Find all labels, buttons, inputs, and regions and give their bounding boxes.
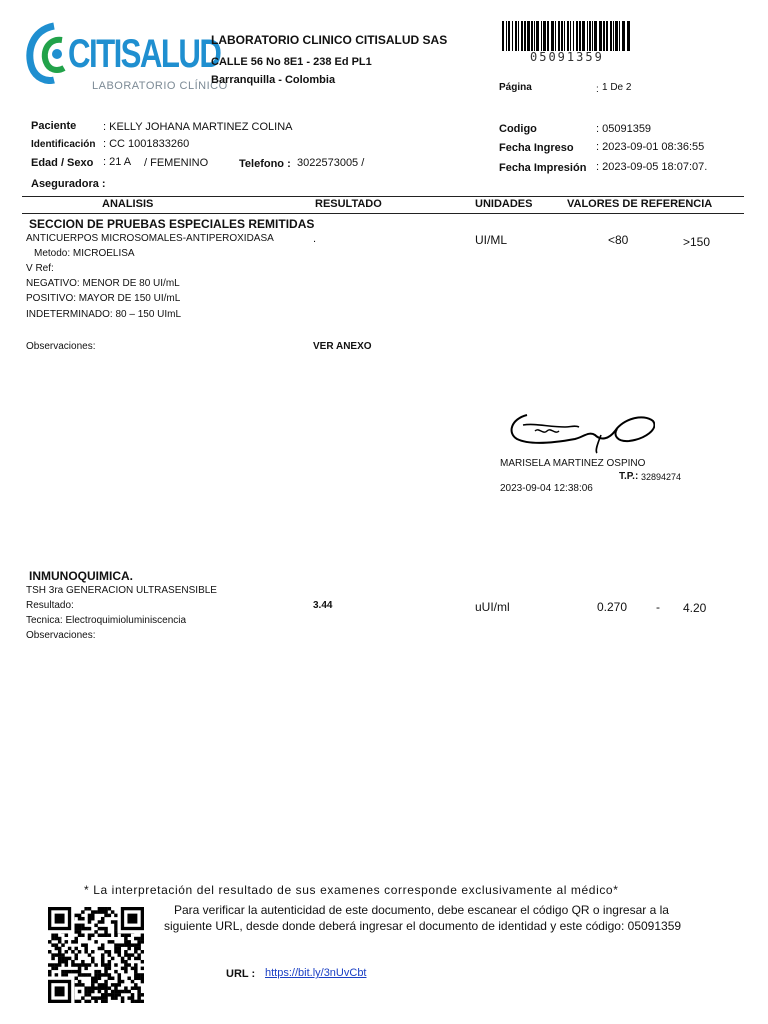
resultado-label-tsh: Resultado: xyxy=(26,600,74,611)
tecnica-line: Tecnica: Electroquimioluminiscencia xyxy=(26,615,187,626)
lab-address: CALLE 56 No 8E1 - 238 Ed PL1 xyxy=(211,56,372,68)
edad-sexo-label: Edad / Sexo xyxy=(31,157,94,169)
logo-wordmark: CITISALUD xyxy=(68,32,221,76)
column-analisis: ANALISIS xyxy=(102,198,154,210)
barcode-number: 05091359 xyxy=(530,50,604,64)
ref-high-antiperoxidasa: >150 xyxy=(683,235,711,249)
fecha-impresion-value: : 2023-09-05 18:07:07. xyxy=(596,161,708,173)
signer-name: MARISELA MARTINEZ OSPINO xyxy=(500,458,646,469)
sexo-value: / FEMENINO xyxy=(144,157,209,169)
test-name-tsh: TSH 3ra GENERACION ULTRASENSIBLE xyxy=(26,585,217,596)
verification-url-link[interactable]: https://bit.ly/3nUvCbt xyxy=(265,967,367,979)
page-label: Página xyxy=(499,82,532,93)
observaciones-label-1: Observaciones: xyxy=(26,341,96,352)
codigo-label: Codigo xyxy=(499,123,537,135)
ref-high-tsh: 4.20 xyxy=(683,601,707,615)
section-title-inmunoquimica: INMUNOQUIMICA. xyxy=(29,569,133,583)
ref-sep-tsh: - xyxy=(656,600,660,614)
signature-image xyxy=(505,405,655,455)
edad-value: : 21 A xyxy=(103,156,132,168)
logo-subtitle: LABORATORIO CLÍNICO xyxy=(92,80,228,92)
section-title-especiales: SECCION DE PRUEBAS ESPECIALES REMITIDAS xyxy=(29,217,315,231)
url-label: URL : xyxy=(226,968,256,980)
signature-datetime: 2023-09-04 12:38:06 xyxy=(500,483,593,494)
ref-low-tsh: 0.270 xyxy=(597,600,628,614)
logo-mark-icon xyxy=(24,22,74,84)
negativo-line: NEGATIVO: MENOR DE 80 UI/mL xyxy=(26,278,180,289)
metodo-line: Metodo: MICROELISA xyxy=(34,248,135,259)
identificacion-value: : CC 1001833260 xyxy=(103,138,190,150)
fecha-impresion-label: Fecha Impresión xyxy=(499,162,587,174)
disclaimer: * La interpretación del resultado de sus examenes corresponde exclusivamente al médico* xyxy=(84,883,619,897)
barcode-image xyxy=(502,21,632,51)
header-bottom-rule xyxy=(22,213,744,214)
indeterminado-line: INDETERMINADO: 80 – 150 UImL xyxy=(26,309,182,320)
signer-tp-value: 32894274 xyxy=(641,472,682,482)
test-name-antiperoxidasa: ANTICUERPOS MICROSOMALES-ANTIPEROXIDASA xyxy=(26,233,274,244)
observaciones-label-2: Observaciones: xyxy=(26,630,96,641)
telefono-label: Telefono : xyxy=(239,158,291,170)
page-sep: : xyxy=(596,84,599,95)
aseguradora-label: Aseguradora : xyxy=(31,178,106,190)
column-unidades: UNIDADES xyxy=(475,198,533,210)
header-top-rule xyxy=(22,196,744,197)
column-valores-referencia: VALORES DE REFERENCIA xyxy=(567,198,713,210)
signer-tp-label: T.P.: xyxy=(619,471,639,482)
identificacion-label: Identificación xyxy=(31,139,96,150)
telefono-value: 3022573005 / xyxy=(297,157,365,169)
column-resultado: RESULTADO xyxy=(315,198,382,210)
observaciones-value-1: VER ANEXO xyxy=(313,341,372,352)
paciente-value: : KELLY JOHANA MARTINEZ COLINA xyxy=(103,121,293,133)
unit-tsh: uUI/ml xyxy=(475,600,510,614)
result-antiperoxidasa: . xyxy=(313,233,317,245)
positivo-line: POSITIVO: MAYOR DE 150 UI/mL xyxy=(26,293,181,304)
ref-low-antiperoxidasa: <80 xyxy=(608,233,629,247)
fecha-ingreso-label: Fecha Ingreso xyxy=(499,142,574,154)
result-tsh: 3.44 xyxy=(313,600,333,611)
vref-line: V Ref: xyxy=(26,263,54,274)
lab-city: Barranquilla - Colombia xyxy=(211,74,336,86)
unit-antiperoxidasa: UI/ML xyxy=(475,233,508,247)
verify-text-line2: siguiente URL, desde donde deberá ingresar el documento de identidad y este código: 05091359 xyxy=(164,919,682,933)
page-value: 1 De 2 xyxy=(602,82,632,93)
citisalud-logo xyxy=(24,18,228,98)
verify-text-line1: Para verificar la autenticidad de este documento, debe escanear el código QR o ingresar a la xyxy=(174,903,669,917)
fecha-ingreso-value: : 2023-09-01 08:36:55 xyxy=(596,141,705,153)
codigo-value: : 05091359 xyxy=(596,123,652,135)
qr-code-image[interactable] xyxy=(48,907,144,1003)
paciente-label: Paciente xyxy=(31,120,77,132)
lab-name: LABORATORIO CLINICO CITISALUD SAS xyxy=(211,33,448,47)
